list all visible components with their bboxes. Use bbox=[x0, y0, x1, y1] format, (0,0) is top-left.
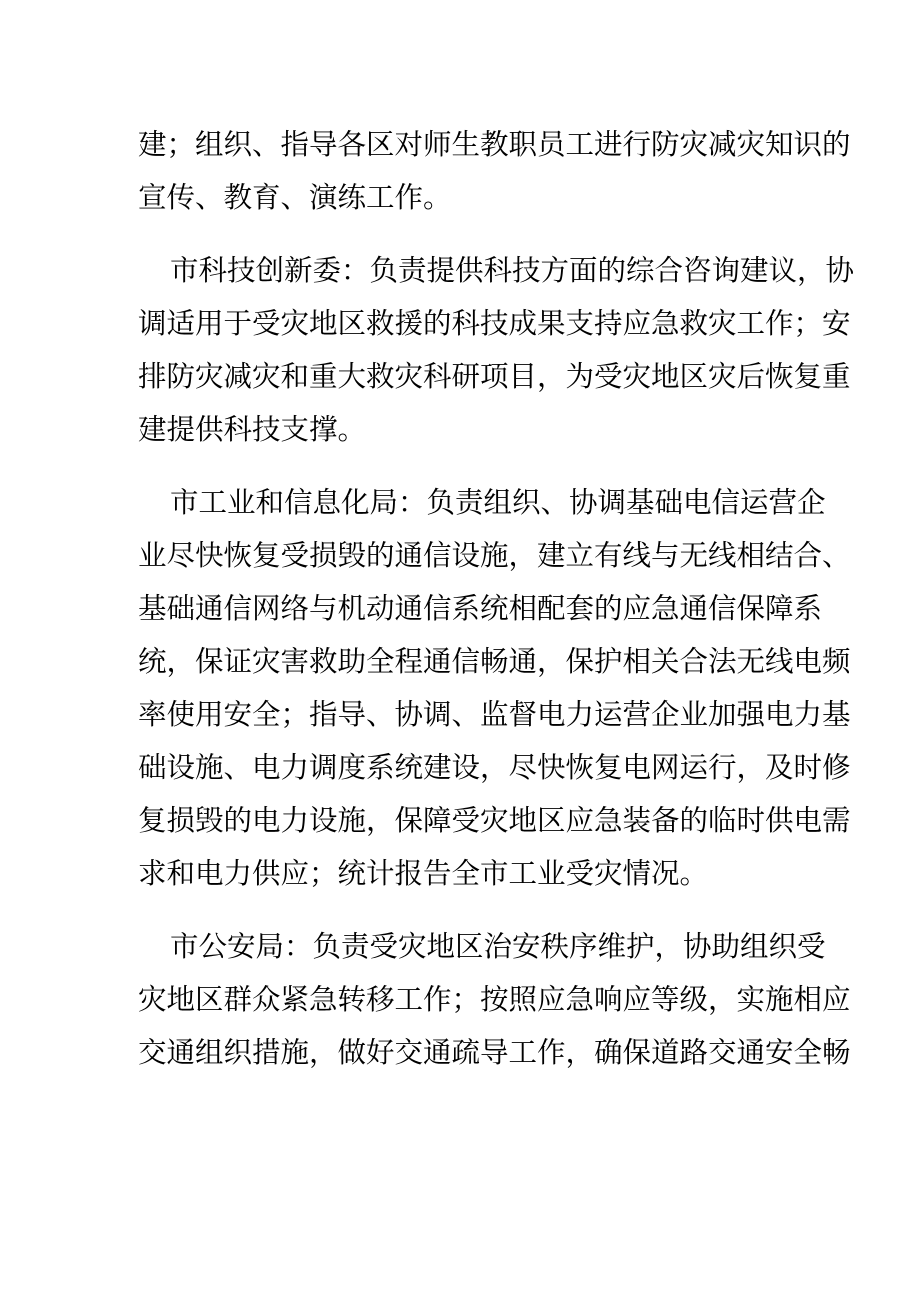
paragraph-education bbox=[138, 118, 851, 224]
text-line: 排防灾减灾和重大救灾科研项目，为受灾地区灾后恢复重 bbox=[138, 360, 851, 393]
text-line: 市科技创新委：负责提供科技方面的综合咨询建议，协 bbox=[170, 254, 855, 287]
text-line: 市工业和信息化局：负责组织、协调基础电信运营企 bbox=[170, 486, 826, 519]
text-line: 灾地区群众紧急转移工作；按照应急响应等级，实施相应 bbox=[138, 983, 851, 1016]
text-line: 求和电力供应；统计报告全市工业受灾情况。 bbox=[138, 857, 709, 890]
paragraph-industry-information bbox=[138, 476, 851, 900]
text-line: 交通组织措施，做好交通疏导工作，确保道路交通安全畅 bbox=[138, 1036, 851, 1069]
paragraph-public-security bbox=[138, 920, 851, 1079]
text-line: 基础通信网络与机动通信系统相配套的应急通信保障系 bbox=[138, 592, 823, 625]
text-line: 调适用于受灾地区救援的科技成果支持应急救灾工作；安 bbox=[138, 307, 851, 340]
text-line: 建；组织、指导各区对师生教职员工进行防灾减灾知识的 bbox=[138, 128, 851, 161]
paragraph-science-technology bbox=[138, 244, 855, 456]
text-line: 宣传、教育、演练工作。 bbox=[138, 181, 452, 214]
text-line: 率使用安全；指导、协调、监督电力运营企业加强电力基 bbox=[138, 698, 851, 731]
text-line: 统，保证灾害救助全程通信畅通，保护相关合法无线电频 bbox=[138, 645, 851, 678]
text-line: 础设施、电力调度系统建设，尽快恢复电网运行，及时修 bbox=[138, 751, 851, 784]
text-line: 复损毁的电力设施，保障受灾地区应急装备的临时供电需 bbox=[138, 804, 851, 837]
text-line: 业尽快恢复受损毁的通信设施，建立有线与无线相结合、 bbox=[138, 539, 851, 572]
text-line: 建提供科技支撑。 bbox=[138, 413, 367, 446]
text-line: 市公安局：负责受灾地区治安秩序维护，协助组织受 bbox=[170, 930, 826, 963]
